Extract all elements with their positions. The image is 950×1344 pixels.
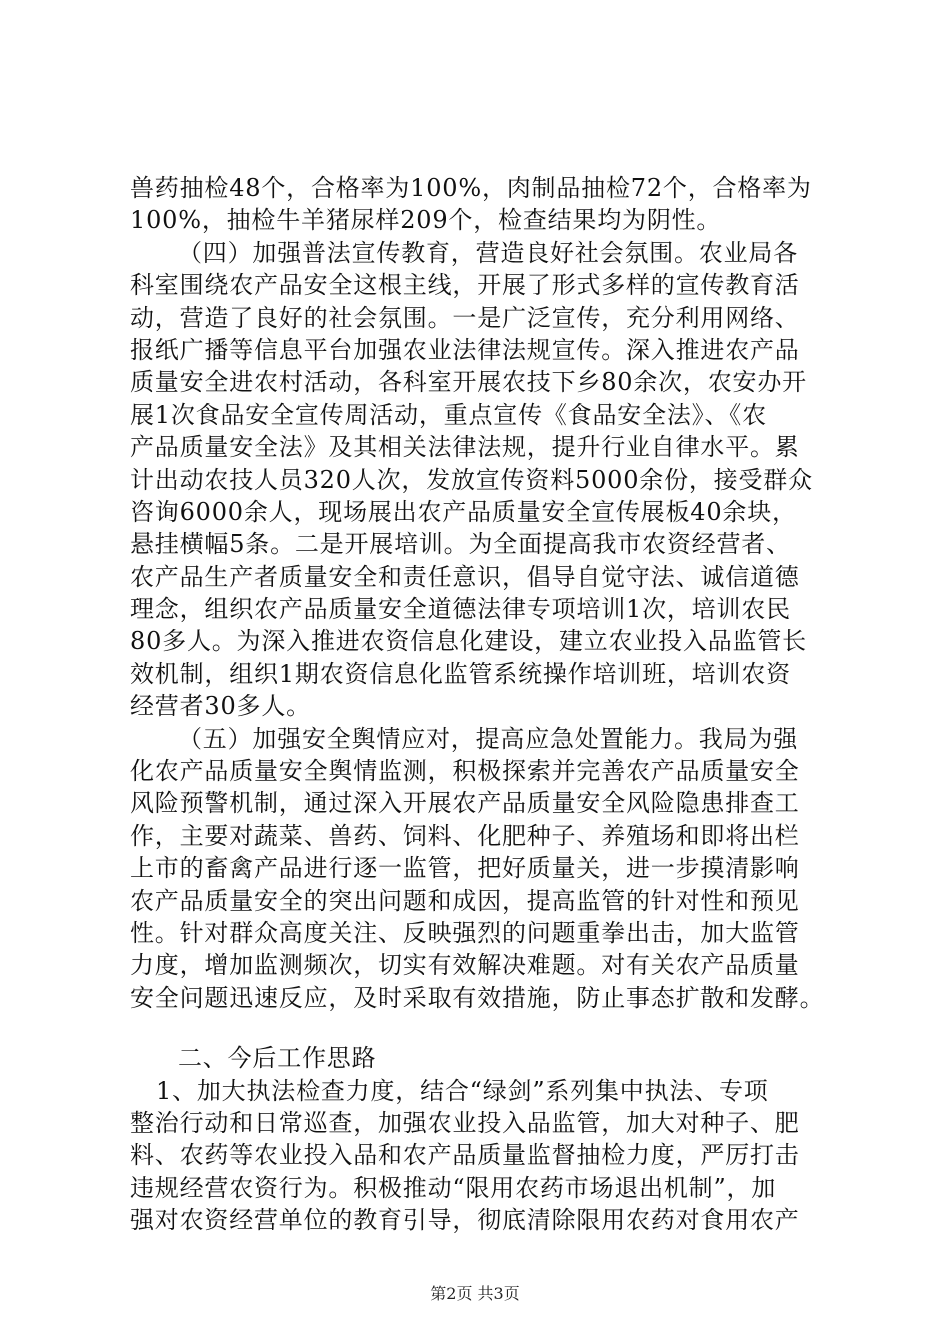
text-line: 安全问题迅速反应，及时采取有效措施，防止事态扩散和发酵。	[130, 983, 825, 1012]
text-line: 作，主要对蔬菜、兽药、饲料、化肥种子、养殖场和即将出栏	[130, 821, 800, 850]
paragraph-3	[130, 723, 850, 1015]
section-heading: 二、今后工作思路	[178, 1044, 377, 1073]
text-line: 报纸广播等信息平台加强农业法律法规宣传。深入推进农产品	[130, 335, 800, 364]
paragraph-2	[130, 237, 850, 723]
text-line: 农产品质量安全的突出问题和成因，提高监管的针对性和预见	[130, 886, 800, 915]
text-line: 兽药抽检48个，合格率为100%，肉制品抽检72个，合格率为	[130, 174, 812, 202]
text-line: 动，营造了良好的社会氛围。一是广泛宣传，充分利用网络、	[130, 303, 800, 332]
text-line: 力度，增加监测频次，切实有效解决难题。对有关农产品质量	[130, 951, 800, 980]
text-line: 咨询6000余人，现场展出农产品质量安全宣传展板40余块，	[130, 497, 797, 526]
text-line: 1、加大执法检查力度，结合“绿剑”系列集中执法、专项	[156, 1076, 769, 1105]
text-line: 上市的畜禽产品进行逐一监管，把好质量关，进一步摸清影响	[130, 854, 800, 883]
document-body	[130, 172, 850, 1237]
text-line: 整治行动和日常巡查，加强农业投入品监管，加大对种子、肥	[130, 1108, 800, 1137]
text-line: 理念，组织农产品质量安全道德法律专项培训1次，培训农民	[130, 595, 791, 624]
text-line: 强对农资经营单位的教育引导，彻底清除限用农药对食用农产	[130, 1206, 800, 1235]
text-line: （五）加强安全舆情应对，提高应急处置能力。我局为强	[178, 724, 798, 753]
text-line: 计出动农技人员320人次，发放宣传资料5000余份，接受群众	[130, 465, 813, 494]
text-line: 化农产品质量安全舆情监测，积极探索并完善农产品质量安全	[130, 757, 800, 786]
text-line: 料、农药等农业投入品和农产品质量监督抽检力度，严厉打击	[130, 1141, 800, 1170]
text-line: 80多人。为深入推进农资信息化建设，建立农业投入品监管长	[130, 627, 807, 656]
text-line: 科室围绕农产品安全这根主线，开展了形式多样的宣传教育活	[130, 271, 800, 300]
paragraph-4	[130, 1075, 850, 1237]
text-line: 悬挂横幅5条。二是开展培训。为全面提高我市农资经营者、	[130, 530, 791, 559]
text-line: 性。针对群众高度关注、反映强烈的问题重拳出击，加大监管	[130, 918, 800, 947]
page-number-label: 第2页 共3页	[430, 1284, 520, 1303]
text-line: 100%，抽检牛羊猪尿样209个，检查结果均为阴性。	[130, 206, 722, 235]
text-line: 风险预警机制，通过深入开展农产品质量安全风险隐患排查工	[130, 789, 800, 818]
text-line: 经营者30多人。	[130, 692, 311, 721]
text-line: （四）加强普法宣传教育，营造良好社会氛围。农业局各	[178, 238, 798, 267]
paragraph-1	[130, 172, 850, 237]
text-line: 违规经营农资行为。积极推动“限用农药市场退出机制”，加	[130, 1173, 777, 1202]
text-line: 质量安全进农村活动，各科室开展农技下乡80余次，农安办开	[130, 368, 807, 397]
text-line: 产品质量安全法》及其相关法律法规，提升行业自律水平。累	[130, 433, 800, 462]
text-line: 展1次食品安全宣传周活动，重点宣传《食品安全法》、《农	[130, 400, 767, 429]
paragraph-gap	[130, 1014, 850, 1042]
text-line: 农产品生产者质量安全和责任意识，倡导自觉守法、诚信道德	[130, 562, 800, 591]
text-line: 效机制，组织1期农资信息化监管系统操作培训班，培训农资	[130, 659, 791, 688]
page-footer	[0, 1284, 950, 1304]
